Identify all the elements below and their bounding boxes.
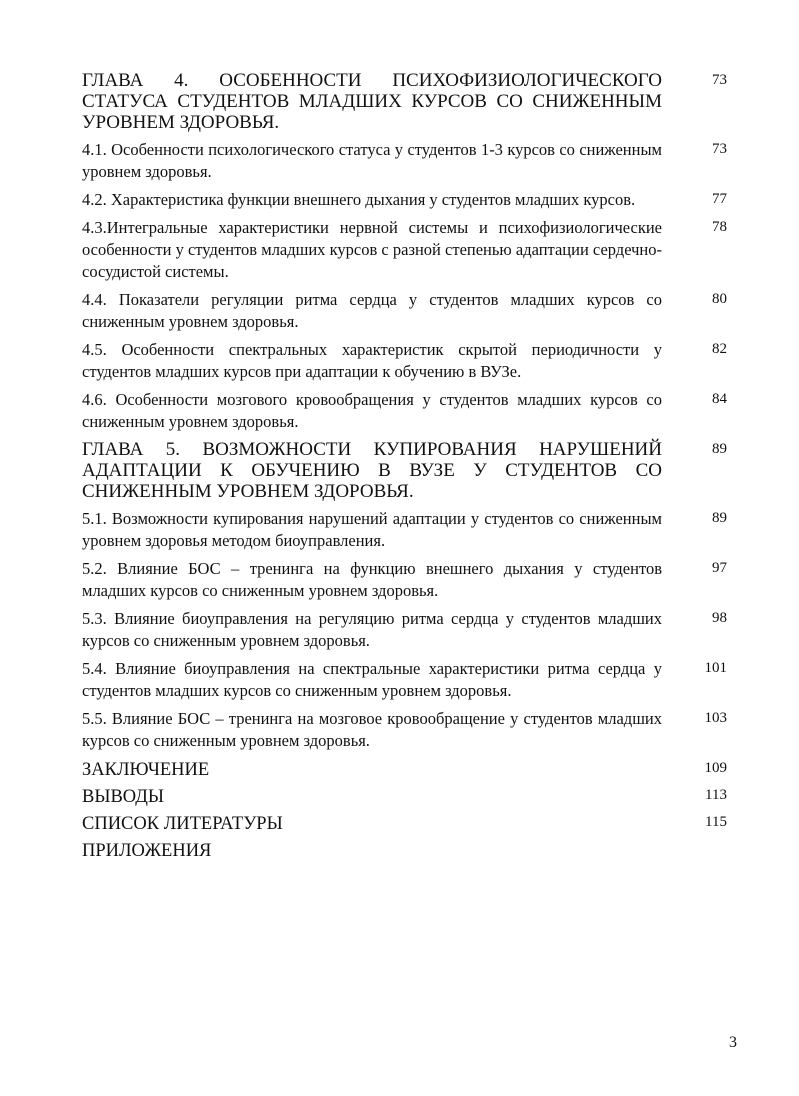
toc-entry-title: 5.4. Влияние биоуправления на спектральные характеристики ритма сердца у студентов младших курсов со сниженным уровнем здоровья. xyxy=(82,659,662,700)
toc-entry-title: ВЫВОДЫ xyxy=(82,787,165,807)
toc-entry-4-1 xyxy=(82,139,727,183)
toc-entry-4-2 xyxy=(82,189,727,211)
toc-entry-page: 78 xyxy=(712,219,727,235)
toc-entry-chapter-5 xyxy=(82,439,727,502)
page-number: 3 xyxy=(729,1034,737,1051)
toc-entry-page: 89 xyxy=(712,510,727,526)
toc-entry-5-3 xyxy=(82,608,727,652)
toc-entry-title: ЗАКЛЮЧЕНИЕ xyxy=(82,760,210,780)
toc-entry-5-5 xyxy=(82,708,727,752)
toc-entry-page: 109 xyxy=(704,760,727,776)
toc-entry-5-4 xyxy=(82,658,727,702)
toc-entry-page: 77 xyxy=(712,191,727,207)
toc-entry-conclusion xyxy=(82,758,727,783)
toc-entry-page xyxy=(662,839,727,841)
table-of-contents xyxy=(82,70,727,866)
toc-entry-page: 84 xyxy=(712,391,727,407)
toc-entry-page: 98 xyxy=(712,610,727,626)
toc-entry-appendices xyxy=(82,839,727,864)
toc-entry-title: 5.2. Влияние БОС – тренинга на функцию внешнего дыхания у студентов младших курсов со сниженным уровнем здоровья. xyxy=(82,559,662,600)
toc-entry-page: 73 xyxy=(712,141,727,157)
toc-entry-title: 4.6. Особенности мозгового кровообращения у студентов младших курсов со сниженным уровнем здоровья. xyxy=(82,390,662,431)
toc-entry-page: 89 xyxy=(712,441,727,457)
toc-entry-4-5 xyxy=(82,339,727,383)
toc-entry-4-6 xyxy=(82,389,727,433)
toc-entry-title: ГЛАВА 4. ОСОБЕННОСТИ ПСИХОФИЗИОЛОГИЧЕСКОГО СТАТУСА СТУДЕНТОВ МЛАДШИХ КУРСОВ СО СНИЖЕННЫМ УРОВНЕМ ЗДОРОВЬЯ. xyxy=(82,70,662,133)
toc-entry-5-2 xyxy=(82,558,727,602)
toc-entry-title: 4.2. Характеристика функции внешнего дыхания у студентов младших курсов. xyxy=(82,190,636,209)
toc-entry-page: 103 xyxy=(704,710,727,726)
toc-entry-title: 5.3. Влияние биоуправления на регуляцию ритма сердца у студентов младших курсов со сниженным уровнем здоровья. xyxy=(82,609,662,650)
toc-entry-page: 80 xyxy=(712,291,727,307)
toc-entry-page: 113 xyxy=(705,787,727,803)
toc-entry-title: 4.4. Показатели регуляции ритма сердца у студентов младших курсов со сниженным уровнем здоровья. xyxy=(82,290,662,331)
toc-entry-title: 5.5. Влияние БОС – тренинга на мозговое кровообращение у студентов младших курсов со сниженным уровнем здоровья. xyxy=(82,709,662,750)
toc-entry-page: 82 xyxy=(712,341,727,357)
toc-entry-4-4 xyxy=(82,289,727,333)
toc-entry-4-3 xyxy=(82,217,727,283)
toc-entry-title: 4.3.Интегральные характеристики нервной системы и психофизиологические особенности у студентов младших курсов с разной степенью адаптации сердечно-сосудистой системы. xyxy=(82,218,662,281)
toc-entry-5-1 xyxy=(82,508,727,552)
toc-entry-page: 115 xyxy=(705,814,727,830)
toc-entry-title: 4.5. Особенности спектральных характеристик скрытой периодичности у студентов младших курсов при адаптации к обучению в ВУЗе. xyxy=(82,340,662,381)
toc-entry-title: ПРИЛОЖЕНИЯ xyxy=(82,841,212,861)
toc-entry-page: 101 xyxy=(704,660,727,676)
toc-entry-title: СПИСОК ЛИТЕРАТУРЫ xyxy=(82,814,283,834)
toc-entry-title: 4.1. Особенности психологического статуса у студентов 1-3 курсов со сниженным уровнем здоровья. xyxy=(82,140,662,181)
toc-entry-findings xyxy=(82,785,727,810)
toc-entry-references xyxy=(82,812,727,837)
toc-entry-title: 5.1. Возможности купирования нарушений адаптации у студентов со сниженным уровнем здоровья методом биоуправления. xyxy=(82,509,662,550)
toc-entry-page: 73 xyxy=(712,72,727,88)
toc-entry-chapter-4 xyxy=(82,70,727,133)
toc-entry-title: ГЛАВА 5. ВОЗМОЖНОСТИ КУПИРОВАНИЯ НАРУШЕНИЙ АДАПТАЦИИ К ОБУЧЕНИЮ В ВУЗЕ У СТУДЕНТОВ СО СНИЖЕННЫМ УРОВНЕМ ЗДОРОВЬЯ. xyxy=(82,439,662,502)
toc-entry-page: 97 xyxy=(712,560,727,576)
